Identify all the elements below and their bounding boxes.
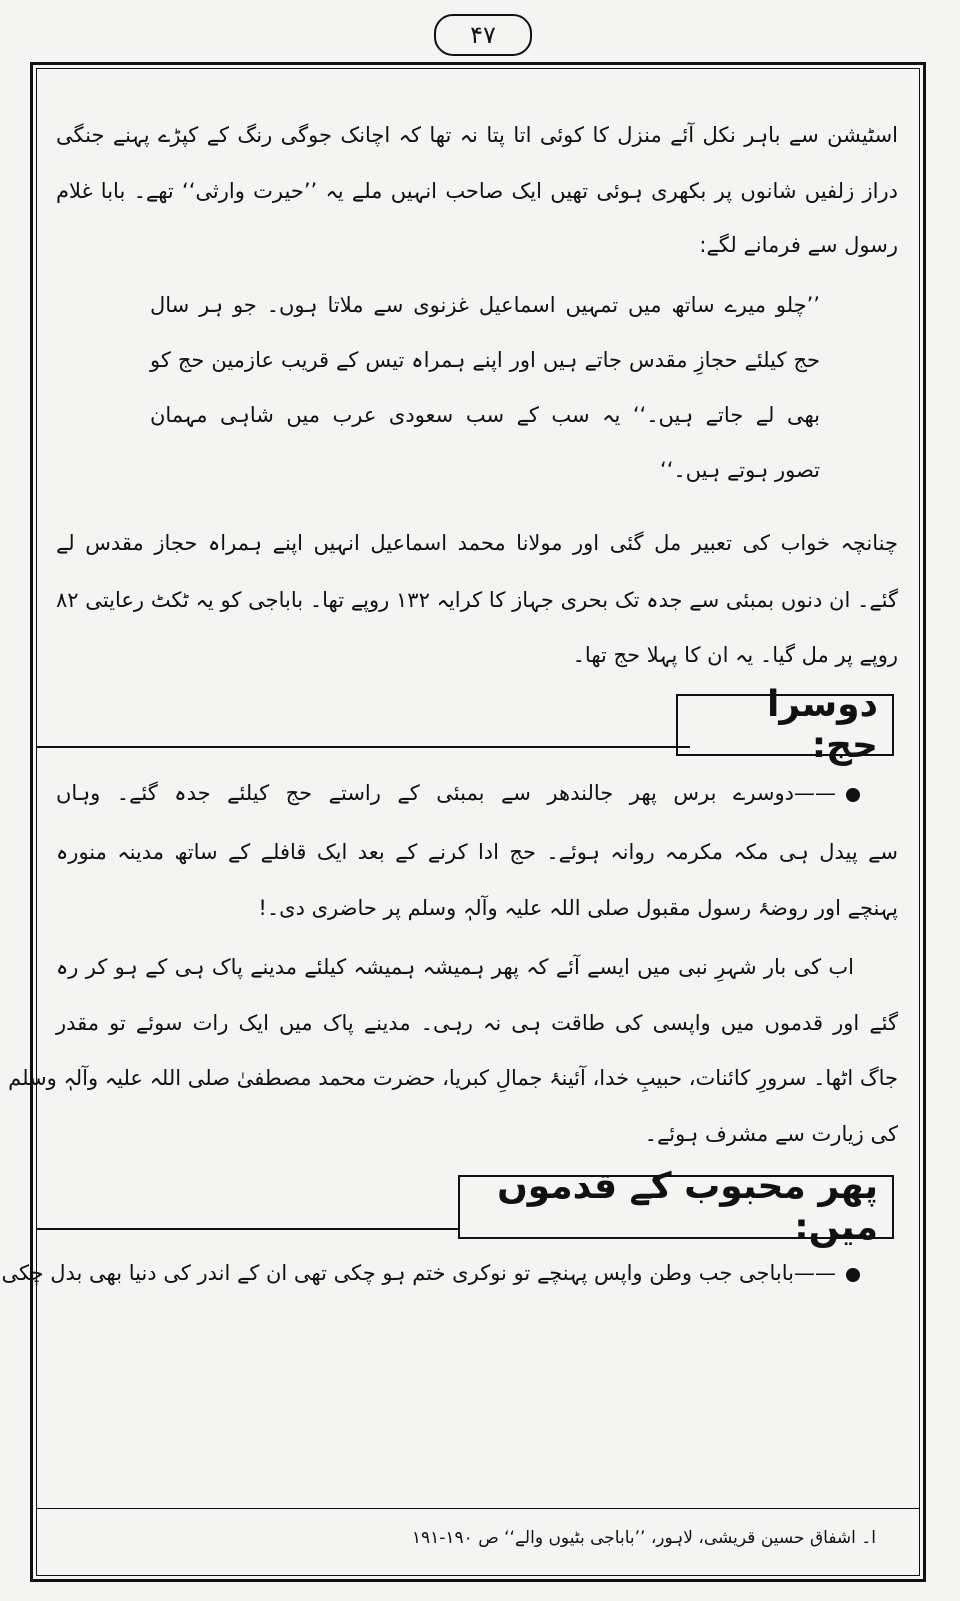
text-line: پہنچے اور روضۂ رسول مقبول صلی اللہ علیہ وآلہٖ وسلم پر حاضری دی۔! [258,896,898,920]
footnote: ا۔ اشفاق حسین قریشی، لاہور، ’’باباجی بٹیوں والے‘‘ ص ۱۹۰-۱۹۱ [411,1528,876,1548]
text-line: کی زیارت سے مشرف ہوئے۔ [644,1122,898,1146]
section-heading-text: پھر محبوب کے قدموں میں: [497,1166,878,1248]
text-line: رسول سے فرمانے لگے: [699,233,898,257]
text-line: چنانچہ خواب کی تعبیر مل گئی اور مولانا محمد اسماعیل انہیں اپنے ہمراہ حجاز مقدس لے [56,531,898,555]
quote-line: تصور ہوتے ہیں۔‘‘ [660,458,820,482]
text-line: ——دوسرے برس پھر جالندھر سے بمبئی کے راستے حج کیلئے جدہ گئے۔ وہاں [56,781,836,805]
text-line: دراز زلفیں شانوں پر بکھری ہوئی تھیں ایک صاحب انہیں ملے یہ ’’حیرت وارثی‘‘ تھے۔ بابا غلام [56,179,898,203]
section-heading [676,684,894,766]
bullet-icon [846,788,860,802]
text-line: سے پیدل ہی مکہ مکرمہ روانہ ہوئے۔ حج ادا کرنے کے بعد ایک قافلے کے ساتھ مدینہ منورہ [56,840,898,864]
text-line: گئے۔ ان دنوں بمبئی سے جدہ تک بحری جہاز کا کرایہ ۱۳۲ روپے تھا۔ باباجی کو یہ ٹکٹ رعایتی ۸۲ [56,588,898,612]
text-line: اسٹیشن سے باہر نکل آئے منزل کا کوئی اتا پتا نہ تھا کہ اچانک جوگی رنگ کے کپڑے پہنے جنگی [56,123,898,147]
section-heading-text: دوسرا حج: [767,684,878,766]
heading-rule [36,746,690,748]
quote-line: حج کیلئے حجازِ مقدس جاتے ہیں اور اپنے ہمراہ تیس کے قریب عازمین حج کو [150,348,820,372]
quote-line: ’’چلو میرے ساتھ میں تمہیں اسماعیل غزنوی سے ملاتا ہوں۔ جو ہر سال [150,293,820,317]
text-line: ——باباجی جب وطن واپس پہنچے تو نوکری ختم ہو چکی تھی ان کے اندر کی دنیا بھی بدل چکی [1,1261,836,1285]
heading-rule [36,1228,458,1230]
section-heading [458,1166,894,1248]
footnote-rule [36,1508,920,1509]
text-line: اب کی بار شہرِ نبی میں ایسے آئے کہ پھر ہمیشہ ہمیشہ کیلئے مدینے پاک ہی کے ہو کر رہ [56,955,854,979]
text-line: گئے اور قدموں میں واپسی کی طاقت ہی نہ رہی۔ مدینے پاک میں ایک رات سوئے تو مقدر [56,1011,898,1035]
bullet-icon [846,1268,860,1282]
text-line: جاگ اٹھا۔ سرورِ کائنات، حبیبِ خدا، آئینۂ جمالِ کبریا، حضرت محمد مصطفیٰ صلی اللہ علیہ وآلہٖ وسلم [8,1066,898,1090]
text-line: روپے پر مل گیا۔ یہ ان کا پہلا حج تھا۔ [572,643,898,667]
page-number: ۴۷ [434,14,532,56]
quote-line: بھی لے جاتے ہیں۔‘‘ یہ سب کے سب سعودی عرب میں شاہی مہمان [150,403,820,427]
